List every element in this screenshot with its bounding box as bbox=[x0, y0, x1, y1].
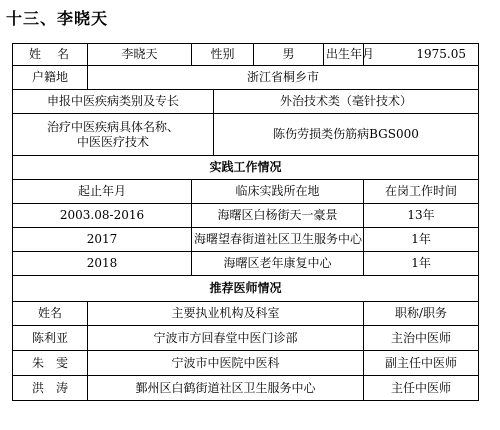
recommend-name: 朱 雯 bbox=[13, 351, 88, 376]
name-label: 姓 名 bbox=[13, 44, 88, 66]
recommend-name: 洪 涛 bbox=[13, 376, 88, 401]
domicile-value: 浙江省桐乡市 bbox=[88, 66, 479, 90]
birth-label: 出生年月 bbox=[324, 44, 364, 66]
practice-period: 2018 bbox=[13, 252, 192, 276]
recommend-title: 主任中医师 bbox=[364, 376, 479, 401]
practice-period: 2003.08-2016 bbox=[13, 204, 192, 228]
recommend-title: 主治中医师 bbox=[364, 326, 479, 351]
practice-header-location: 临床实践所在地 bbox=[192, 180, 364, 204]
domicile-label: 户籍地 bbox=[13, 66, 88, 90]
recommend-institution: 宁波市中医院中医科 bbox=[88, 351, 364, 376]
recommend-header-institution: 主要执业机构及科室 bbox=[88, 302, 364, 326]
practice-duration: 13年 bbox=[364, 204, 479, 228]
practice-duration: 1年 bbox=[364, 228, 479, 252]
recommend-row bbox=[13, 376, 479, 401]
recommend-header-title: 职称/职务 bbox=[364, 302, 479, 326]
specialty-value: 外治技术类（毫针技术） bbox=[214, 90, 479, 114]
name-value: 李晓天 bbox=[88, 44, 192, 66]
practice-row bbox=[13, 204, 479, 228]
practice-location: 海曙望春街道社区卫生服务中心 bbox=[192, 228, 364, 252]
applicant-info-table bbox=[12, 43, 479, 401]
practice-section-title: 实践工作情况 bbox=[13, 156, 479, 180]
birth-value: 1975.05 bbox=[364, 44, 479, 66]
specialty-row bbox=[13, 90, 479, 114]
practice-location: 海曙区白杨街天一豪景 bbox=[192, 204, 364, 228]
practice-section-row bbox=[13, 156, 479, 180]
recommend-row bbox=[13, 326, 479, 351]
treatment-row bbox=[13, 114, 479, 156]
practice-row bbox=[13, 252, 479, 276]
recommend-section-title: 推荐医师情况 bbox=[13, 276, 479, 302]
page-heading: 十三、李晓天 bbox=[6, 9, 109, 28]
recommend-title: 副主任中医师 bbox=[364, 351, 479, 376]
practice-header-duration: 在岗工作时间 bbox=[364, 180, 479, 204]
treatment-label: 治疗中医疾病具体名称、中医医疗技术 bbox=[13, 114, 214, 156]
gender-label: 性别 bbox=[192, 44, 254, 66]
recommend-row bbox=[13, 351, 479, 376]
practice-period: 2017 bbox=[13, 228, 192, 252]
practice-row bbox=[13, 228, 479, 252]
practice-header-row bbox=[13, 180, 479, 204]
practice-header-period: 起止年月 bbox=[13, 180, 192, 204]
recommend-header-row bbox=[13, 302, 479, 326]
recommend-institution: 宁波市方回春堂中医门诊部 bbox=[88, 326, 364, 351]
recommend-name: 陈利亚 bbox=[13, 326, 88, 351]
domicile-row bbox=[13, 66, 479, 90]
gender-value: 男 bbox=[254, 44, 324, 66]
recommend-section-row bbox=[13, 276, 479, 302]
treatment-value: 陈伤劳损类伤筋病BGS000 bbox=[214, 114, 479, 156]
recommend-institution: 鄞州区白鹤街道社区卫生服务中心 bbox=[88, 376, 364, 401]
specialty-label: 申报中医疾病类别及专长 bbox=[13, 90, 214, 114]
practice-duration: 1年 bbox=[364, 252, 479, 276]
recommend-header-name: 姓名 bbox=[13, 302, 88, 326]
basic-info-row bbox=[13, 44, 479, 66]
practice-location: 海曙区老年康复中心 bbox=[192, 252, 364, 276]
